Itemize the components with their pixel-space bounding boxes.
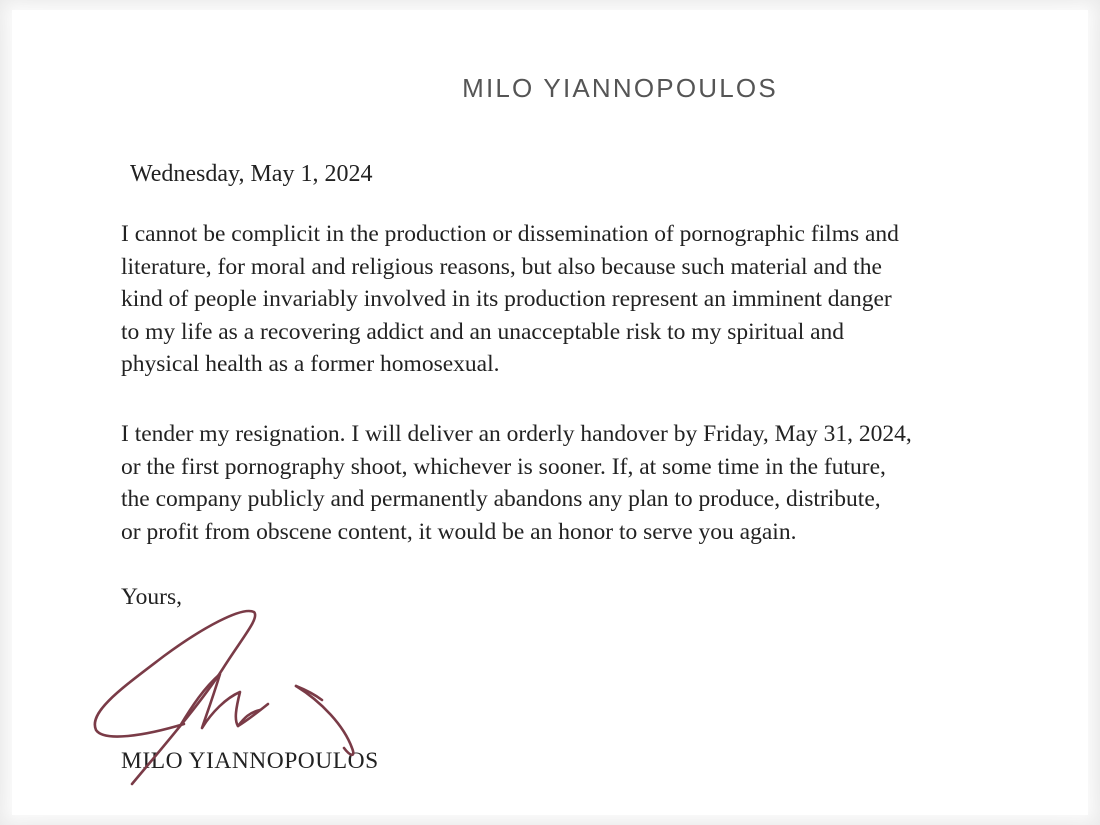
body-paragraph-1 xyxy=(121,218,1061,381)
closing-salutation: Yours, xyxy=(121,584,182,610)
paragraph-line: the company publicly and permanently abandons any plan to produce, distribute, xyxy=(121,486,881,513)
body-paragraph-2 xyxy=(121,418,1061,548)
paragraph-line: to my life as a recovering addict and an unacceptable risk to my spiritual and xyxy=(121,318,845,345)
paragraph-line: physical health as a former homosexual. xyxy=(121,351,500,378)
paragraph-line: kind of people invariably involved in its production represent an imminent danger xyxy=(121,286,892,313)
paragraph-line: or the first pornography shoot, whichever is sooner. If, at some time in the future, xyxy=(121,453,886,480)
letter-date: Wednesday, May 1, 2024 xyxy=(130,161,373,187)
paragraph-line: I cannot be complicit in the production or dissemination of pornographic films and xyxy=(121,221,899,247)
paragraph-line: or profit from obscene content, it would be an honor to serve you again. xyxy=(121,518,797,545)
letter-page xyxy=(12,10,1088,815)
paragraph-line: literature, for moral and religious reasons, but also because such material and the xyxy=(121,253,882,280)
signature-printed-name: MILO YIANNOPOULOS xyxy=(121,748,379,774)
letterhead-name: MILO YIANNOPOULOS xyxy=(462,73,778,103)
handwritten-signature xyxy=(82,608,382,798)
paragraph-line: I tender my resignation. I will deliver an orderly handover by Friday, May 31, 2024, xyxy=(121,421,912,447)
